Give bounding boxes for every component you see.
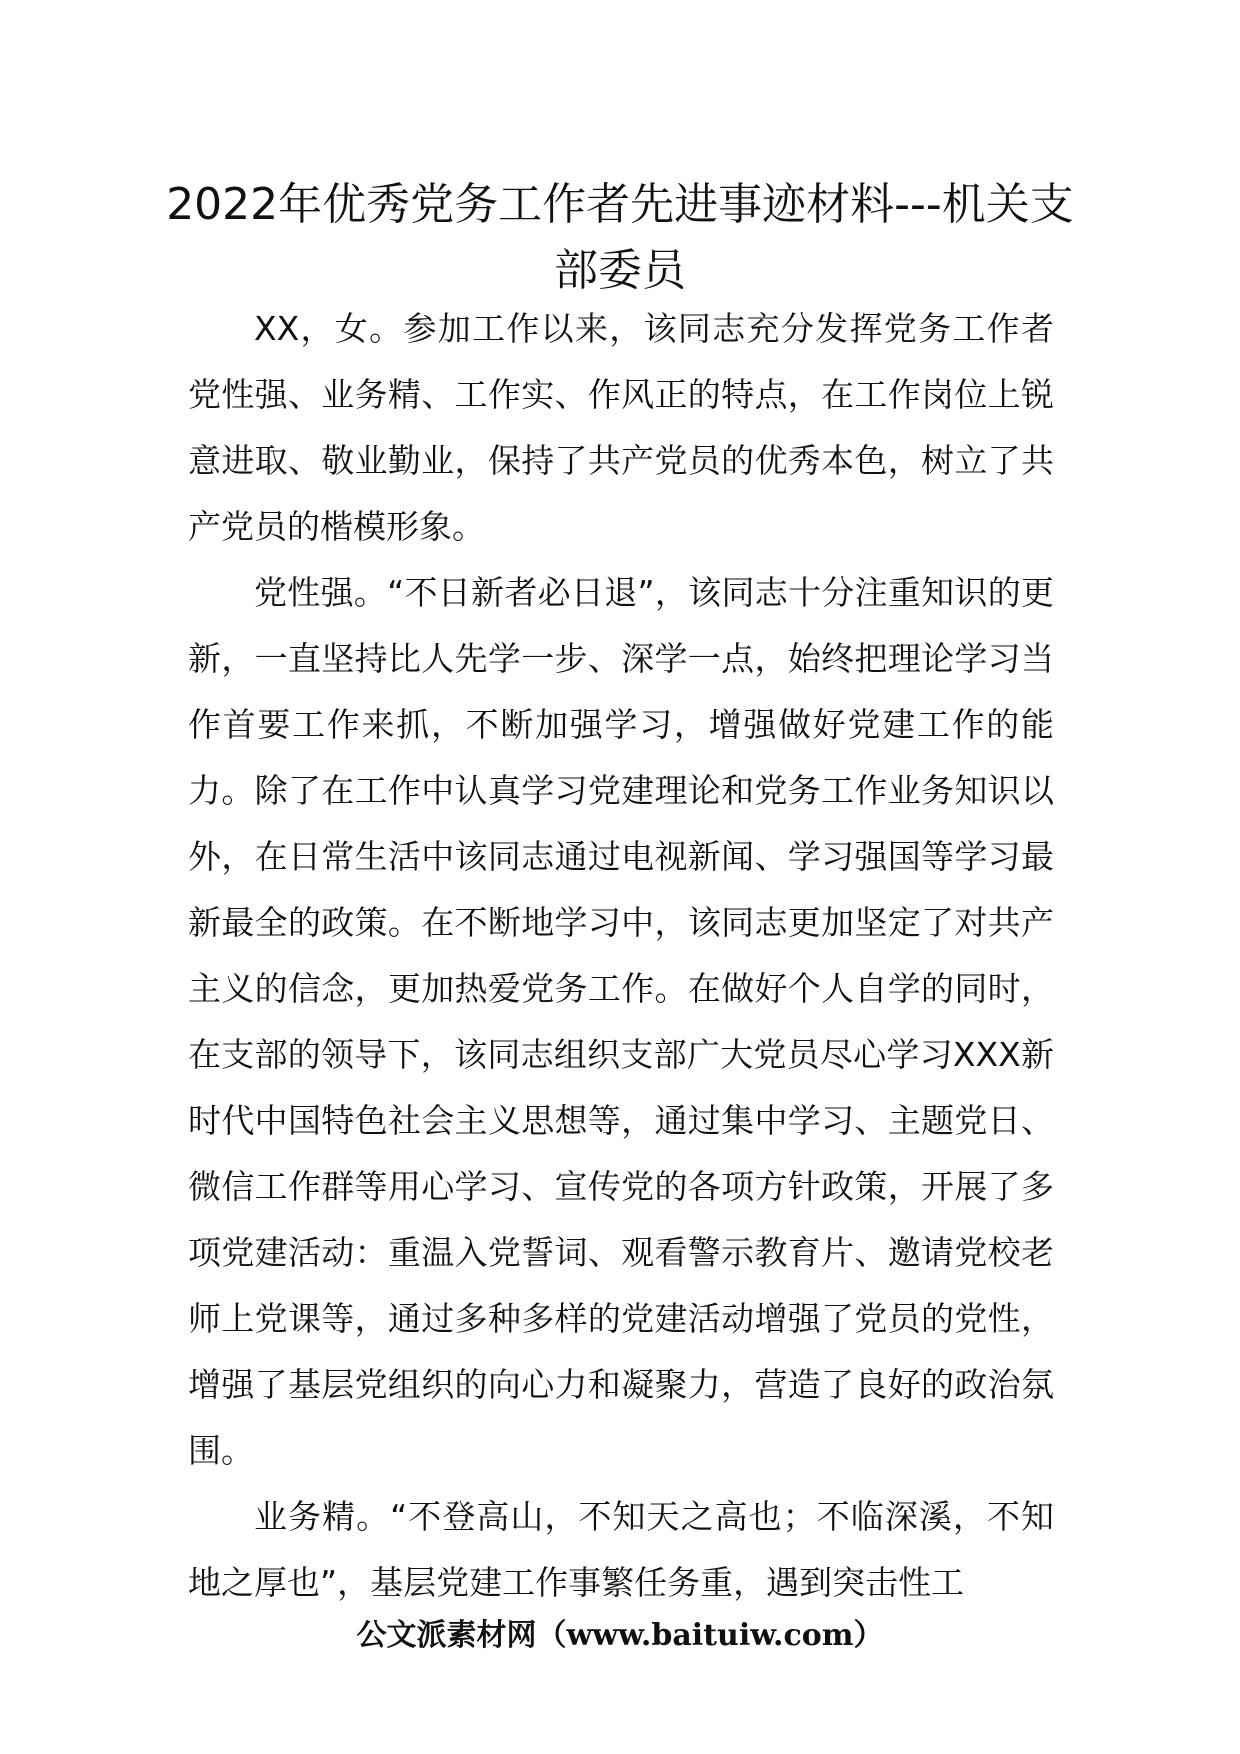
document-title: 2022年优秀党务工作者先进事迹材料---机关支部委员 — [166, 179, 1074, 296]
document-body — [188, 296, 1054, 1616]
paragraph-professional-skill: 业务精。“不登高山，不知天之高也；不临深溪，不知地之厚也”，基层党建工作事繁任务重，遇到突击性工 — [188, 1497, 1054, 1602]
footer-watermark: 公文派素材网（www.baituiw.com） — [356, 1618, 884, 1653]
paragraph-intro: XX，女。参加工作以来，该同志充分发挥党务工作者党性强、业务精、工作实、作风正的特点，在工作岗位上锐意进取、敬业勤业，保持了共产党员的优秀本色，树立了共产党员的楷模形象。 — [188, 309, 1054, 546]
paragraph-party-spirit: 党性强。“不日新者必日退”，该同志十分注重知识的更新，一直坚持比人先学一步、深学一点，始终把理论学习当作首要工作来抓，不断加强学习，增强做好党建工作的能力。除了在工作中认真学习党建理论和党务工作业务知识以外，在日常生活中该同志通过电视新闻、学习强国等学习最新最全的政策。在不断地学习中，该同志更加坚定了对共产主义的信念，更加热爱党务工作。在做好个人自学的同时，在支部的领导下，该同志组织支部广大党员尽心学习XXX新时代中国特色社会主义思想等，通过集中学习、主题党日、微信工作群等用心学习、宣传党的各项方针政策，开展了多项党建活动：重温入党誓词、观看警示教育片、邀请党校老师上党课等，通过多种多样的党建活动增强了党员的党性，增强了基层党组织的向心力和凝聚力，营造了良好的政治氛围。 — [188, 573, 1054, 1470]
